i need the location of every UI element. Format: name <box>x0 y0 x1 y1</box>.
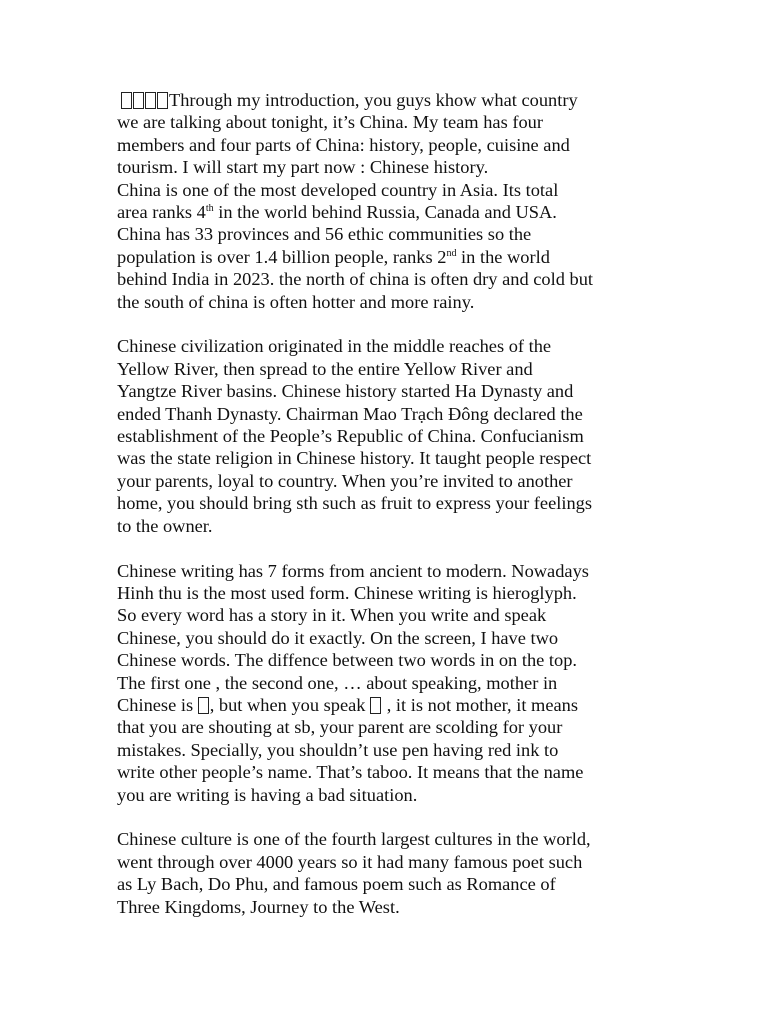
text-line: that you are shouting at sb, your parent are scolding for your <box>117 717 563 738</box>
missing-glyph-box <box>121 92 132 109</box>
text-run: , it is not mother, it means <box>382 694 579 715</box>
paragraph-civilization <box>117 335 677 537</box>
text-line: was the state religion in Chinese history. It taught people respect <box>117 448 592 469</box>
text-line <box>117 694 677 716</box>
text-run: Chinese is <box>117 694 198 715</box>
text-line: went through over 4000 years so it had many famous poet such <box>117 851 583 872</box>
text-run: population is over 1.4 billion people, ranks 2 <box>117 246 447 267</box>
text-line: as Ly Bach, Do Phu, and famous poem such as Romance of <box>117 874 556 895</box>
text-run: Through my introduction, you guys khow what country <box>169 90 578 110</box>
paragraph-introduction <box>117 89 677 313</box>
text-run: , but when you speak <box>209 694 371 715</box>
text-line: write other people’s name. That’s taboo. It means that the name <box>117 762 584 783</box>
paragraph-writing <box>117 560 677 806</box>
text-line: members and four parts of China: history, people, cuisine and <box>117 134 570 155</box>
text-line: The first one , the second one, … about speaking, mother in <box>117 672 558 693</box>
document-page <box>117 89 677 940</box>
missing-glyph-box <box>370 697 381 714</box>
text-line: establishment of the People’s Republic of China. Confucianism <box>117 426 584 447</box>
text-line: mistakes. Specially, you shouldn’t use pen having red ink to <box>117 739 559 760</box>
text-line: Chinese, you should do it exactly. On the screen, I have two <box>117 627 559 648</box>
superscript: th <box>205 203 214 215</box>
missing-glyph-box <box>198 697 209 714</box>
text-line: you are writing is having a bad situation. <box>117 784 418 805</box>
text-line: to the owner. <box>117 515 213 536</box>
text-line: So every word has a story in it. When you write and speak <box>117 605 547 626</box>
text-line: Hinh thu is the most used form. Chinese writing is hieroglyph. <box>117 582 577 603</box>
text-line: tourism. I will start my part now : Chinese history. <box>117 157 489 178</box>
paragraph-culture <box>117 828 677 918</box>
text-line: the south of china is often hotter and more rainy. <box>117 291 475 312</box>
text-run: in the world <box>456 246 550 267</box>
text-line: home, you should bring sth such as fruit to express your feelings <box>117 493 593 514</box>
text-run: in the world behind Russia, Canada and USA. <box>213 202 557 223</box>
text-line: Chinese culture is one of the fourth largest cultures in the world, <box>117 829 591 850</box>
text-line: Chinese civilization originated in the middle reaches of the <box>117 336 552 357</box>
text-line: behind India in 2023. the north of china is often dry and cold but <box>117 269 594 290</box>
text-line: Chinese words. The diffence between two words in on the top. <box>117 650 578 671</box>
text-line: Yangtze River basins. Chinese history started Ha Dynasty and <box>117 381 574 402</box>
text-line: China is one of the most developed country in Asia. Its total <box>117 179 559 200</box>
text-line: Three Kingdoms, Journey to the West. <box>117 896 400 917</box>
text-line: your parents, loyal to country. When you’re invited to another <box>117 470 573 491</box>
text-line: we are talking about tonight, it’s China. My team has four <box>117 112 543 133</box>
text-line <box>117 246 677 268</box>
text-line: China has 33 provinces and 56 ethic communities so the <box>117 224 532 245</box>
missing-glyph-box <box>133 92 144 109</box>
text-line <box>117 89 677 111</box>
superscript: nd <box>446 247 457 259</box>
text-line: ended Thanh Dynasty. Chairman Mao Trạch Đông declared the <box>117 403 583 424</box>
text-line <box>117 201 677 223</box>
missing-glyph-box <box>157 92 168 109</box>
text-line: Chinese writing has 7 forms from ancient to modern. Nowadays <box>117 560 589 581</box>
missing-glyph-box <box>145 92 156 109</box>
text-line: Yellow River, then spread to the entire Yellow River and <box>117 358 533 379</box>
text-run: area ranks 4 <box>117 202 206 223</box>
